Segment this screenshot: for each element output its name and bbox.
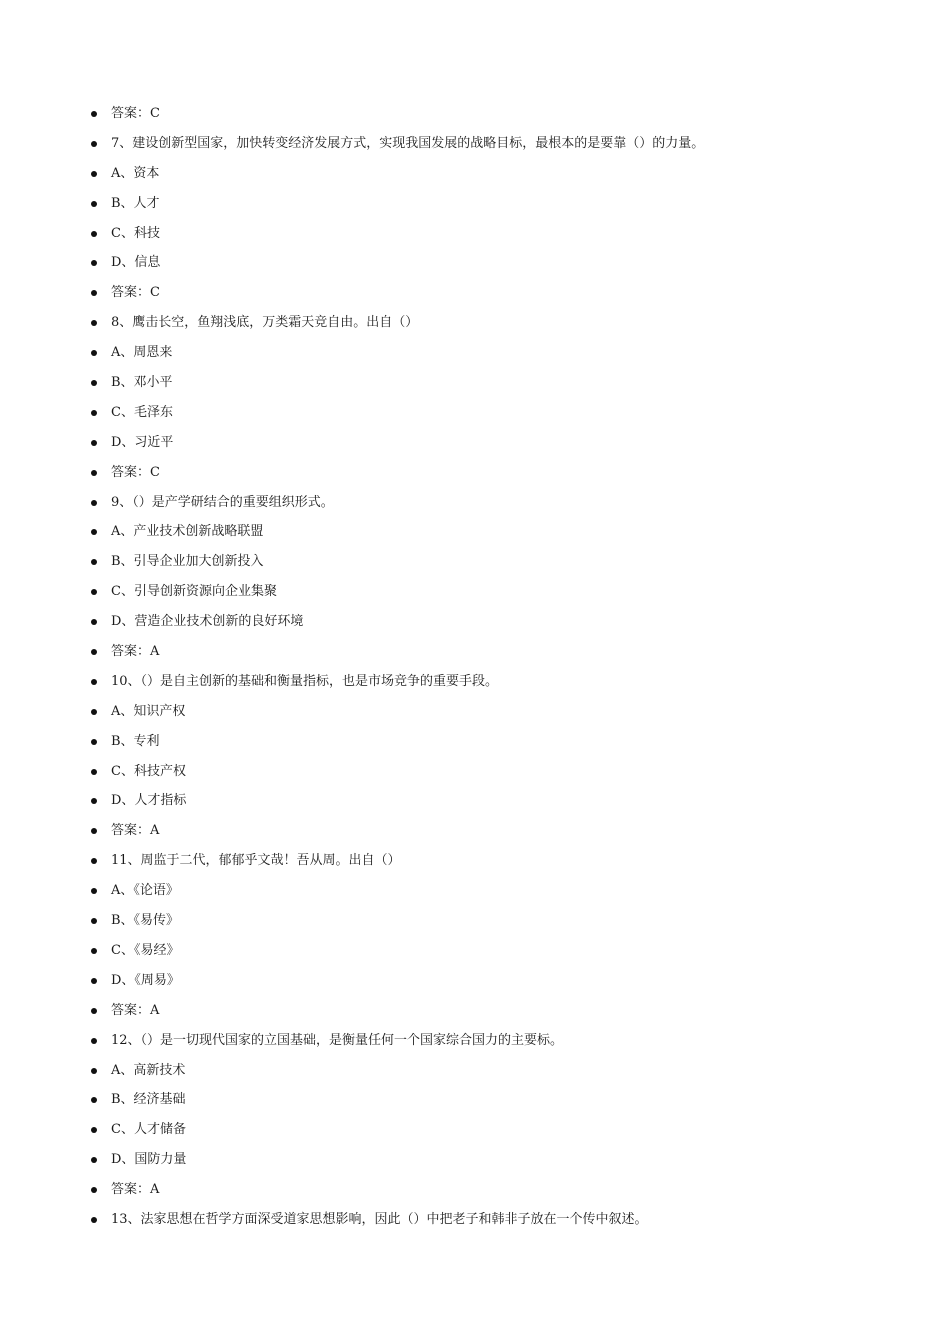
list-item: [90, 816, 890, 846]
list-item: [90, 99, 890, 129]
list-item-text: 答案：A: [111, 823, 160, 839]
list-item: [90, 1056, 890, 1086]
list-item-text: D、国防力量: [111, 1152, 187, 1168]
list-item-text: 13、法家思想在哲学方面深受道家思想影响，因此（）中把老子和韩非子放在一个传中叙述。: [111, 1211, 648, 1227]
list-item-text: D、信息: [111, 255, 161, 271]
bullet-icon: [91, 948, 97, 954]
list-item-text: A、资本: [111, 165, 160, 181]
bullet-icon: [91, 111, 97, 117]
list-item: [90, 1205, 890, 1235]
list-item: [90, 1085, 890, 1115]
list-item-text: D、人才指标: [111, 793, 187, 809]
list-item: [90, 667, 890, 697]
list-item-text: 12、（）是一切现代国家的立国基础，是衡量任何一个国家综合国力的主要标。: [111, 1032, 564, 1048]
bullet-icon: [91, 141, 97, 147]
bullet-icon: [91, 529, 97, 535]
list-item-text: C、引导创新资源向企业集聚: [111, 584, 277, 600]
list-item-text: 7、建设创新型国家，加快转变经济发展方式，实现我国发展的战略目标，最根本的是要靠（）的力量。: [111, 135, 705, 151]
bullet-icon: [91, 888, 97, 894]
list-item: [90, 936, 890, 966]
list-item-text: A、知识产权: [111, 703, 186, 719]
bullet-icon: [91, 1187, 97, 1193]
list-item: [90, 219, 890, 249]
list-item: [90, 278, 890, 308]
list-item-text: 答案：C: [111, 106, 160, 121]
list-item-text: B、《易传》: [111, 913, 180, 929]
bullet-icon: [91, 978, 97, 984]
list-item: [90, 338, 890, 368]
bullet-icon: [91, 380, 97, 386]
list-item: [90, 757, 890, 787]
list-item: [90, 727, 890, 757]
bullet-icon: [91, 1157, 97, 1163]
bullet-icon: [91, 828, 97, 834]
list-item: [90, 1115, 890, 1145]
list-item-text: B、邓小平: [111, 375, 173, 391]
list-item: [90, 368, 890, 398]
list-item-text: D、《周易》: [111, 972, 180, 988]
list-item: [90, 428, 890, 458]
bullet-icon: [91, 1127, 97, 1133]
list-item-text: 答案：A: [111, 1002, 160, 1018]
list-item: [90, 876, 890, 906]
list-item: [90, 786, 890, 816]
bullet-icon: [91, 649, 97, 655]
list-item-text: B、引导企业加大创新投入: [111, 554, 264, 570]
bullet-icon: [91, 201, 97, 207]
list-item-text: B、经济基础: [111, 1092, 186, 1108]
bullet-icon: [91, 709, 97, 715]
list-item-text: A、高新技术: [111, 1062, 186, 1078]
list-item-text: D、营造企业技术创新的良好环境: [111, 614, 304, 630]
list-item-text: A、《论语》: [111, 883, 179, 899]
list-item: [90, 1026, 890, 1056]
list-item: [90, 846, 890, 876]
list-item-text: C、《易经》: [111, 942, 180, 958]
bullet-icon: [91, 470, 97, 476]
list-item: [90, 607, 890, 637]
list-item: [90, 308, 890, 338]
list-item-text: 10、（）是自主创新的基础和衡量指标，也是市场竞争的重要手段。: [111, 673, 499, 689]
bullet-icon: [91, 1068, 97, 1074]
bullet-icon: [91, 260, 97, 266]
list-item-text: 答案：C: [111, 285, 160, 301]
list-item: [90, 248, 890, 278]
list-item: [90, 547, 890, 577]
bullet-icon: [91, 858, 97, 864]
list-item-text: 答案：A: [111, 644, 160, 660]
list-item: [90, 159, 890, 189]
bullet-icon: [91, 320, 97, 326]
bullet-icon: [91, 559, 97, 565]
list-item-text: 答案：C: [111, 464, 160, 480]
list-item: [90, 637, 890, 667]
list-item-text: D、习近平: [111, 434, 174, 450]
bullet-icon: [91, 171, 97, 177]
list-item-text: B、专利: [111, 733, 160, 749]
list-item: [90, 129, 890, 159]
list-item-text: C、人才储备: [111, 1122, 186, 1138]
bullet-icon: [91, 440, 97, 446]
list-item-text: C、科技产权: [111, 763, 186, 779]
bullet-icon: [91, 1008, 97, 1014]
list-item-text: 8、鹰击长空，鱼翔浅底，万类霜天竞自由。出自（）: [111, 315, 419, 331]
list-item: [90, 906, 890, 936]
list-item-text: A、周恩来: [111, 345, 173, 361]
list-item-text: 11、周监于二代，郁郁乎文哉！吾从周。出自（）: [111, 853, 401, 869]
list-item-text: C、毛泽东: [111, 404, 173, 420]
list-item: [90, 697, 890, 727]
list-item-text: C、科技: [111, 225, 160, 241]
bullet-icon: [91, 290, 97, 296]
list-item: [90, 517, 890, 547]
bullet-icon: [91, 918, 97, 924]
list-item: [90, 1145, 890, 1175]
bullet-icon: [91, 410, 97, 416]
list-item: [90, 458, 890, 488]
list-item: [90, 189, 890, 219]
bullet-icon: [91, 798, 97, 804]
bullet-icon: [91, 231, 97, 237]
bullet-icon: [91, 500, 97, 506]
list-item: [90, 996, 890, 1026]
bullet-icon: [91, 1217, 97, 1223]
question-list: [90, 99, 890, 1235]
bullet-icon: [91, 739, 97, 745]
list-item: [90, 398, 890, 428]
list-item-text: 答案：A: [111, 1182, 160, 1198]
bullet-icon: [91, 1038, 97, 1044]
list-item-text: A、产业技术创新战略联盟: [111, 524, 264, 540]
list-item: [90, 966, 890, 996]
list-item: [90, 577, 890, 607]
bullet-icon: [91, 350, 97, 356]
list-item: [90, 1175, 890, 1205]
bullet-icon: [91, 769, 97, 775]
bullet-icon: [91, 679, 97, 685]
list-item: [90, 488, 890, 518]
bullet-icon: [91, 1097, 97, 1103]
list-item-text: 9、（）是产学研结合的重要组织形式。: [111, 494, 334, 510]
bullet-icon: [91, 589, 97, 595]
bullet-icon: [91, 619, 97, 625]
list-item-text: B、人才: [111, 195, 160, 211]
